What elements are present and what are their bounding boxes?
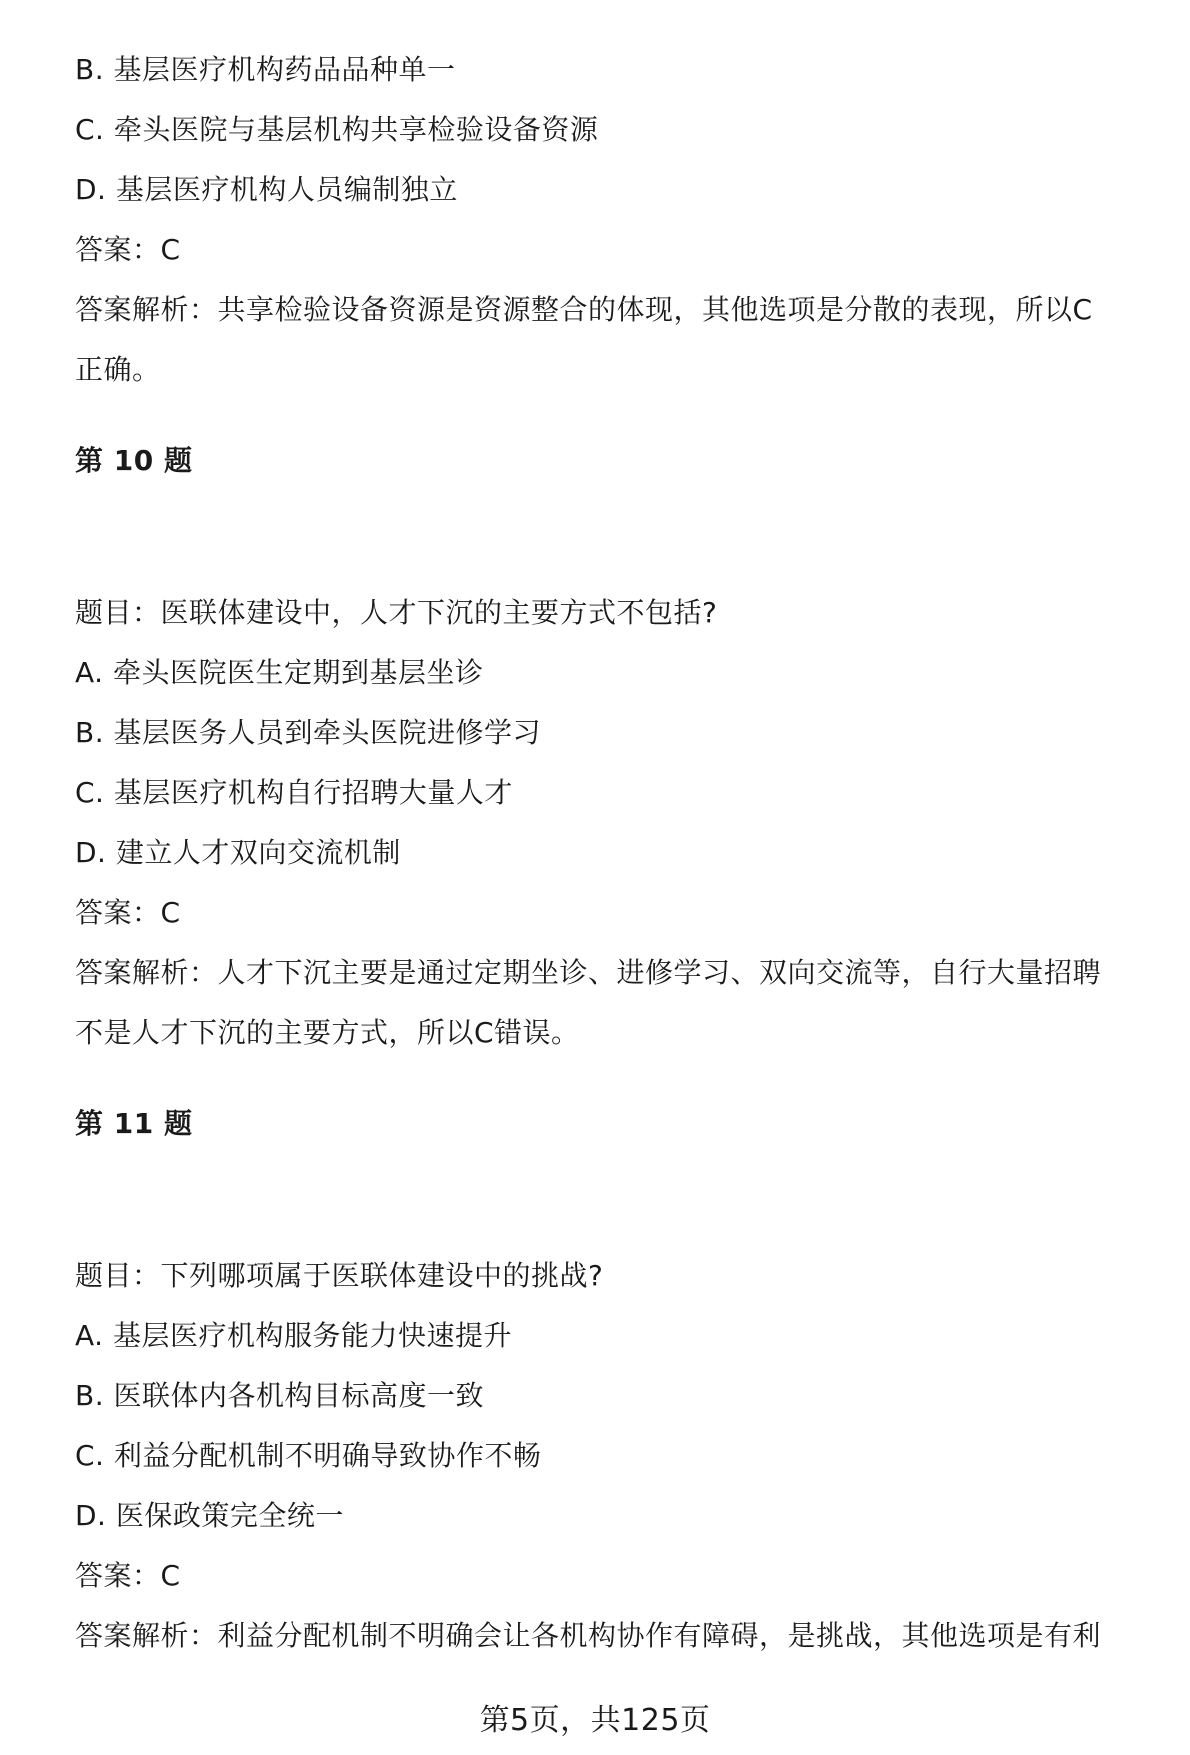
prev-option-b: B. 基层医疗机构药品品种单一 [75, 53, 456, 86]
question-10-explanation-line-1: 答案解析：人才下沉主要是通过定期坐诊、进修学习、双向交流等，自行大量招聘 [75, 956, 1102, 989]
question-10-heading: 第 10 题 [75, 444, 193, 477]
prev-option-d: D. 基层医疗机构人员编制独立 [75, 173, 458, 206]
page-number-footer: 第5页，共125页 [479, 1703, 711, 1738]
prev-explanation-line-1: 答案解析：共享检验设备资源是资源整合的体现，其他选项是分散的表现，所以C [75, 293, 1093, 326]
question-10-explanation-line-2: 不是人才下沉的主要方式，所以C错误。 [75, 1016, 580, 1049]
prev-option-c: C. 牵头医院与基层机构共享检验设备资源 [75, 113, 599, 146]
question-10-option-d: D. 建立人才双向交流机制 [75, 836, 401, 869]
question-11-heading: 第 11 题 [75, 1107, 193, 1140]
question-10-answer: 答案：C [75, 896, 181, 929]
question-11-explanation-line-1: 答案解析：利益分配机制不明确会让各机构协作有障碍，是挑战，其他选项是有利 [75, 1619, 1102, 1652]
question-11-option-b: B. 医联体内各机构目标高度一致 [75, 1379, 485, 1412]
question-11-option-d: D. 医保政策完全统一 [75, 1499, 344, 1532]
question-10-option-b: B. 基层医务人员到牵头医院进修学习 [75, 716, 542, 749]
question-11-answer: 答案：C [75, 1559, 181, 1592]
question-10-stem: 题目：医联体建设中，人才下沉的主要方式不包括? [75, 596, 718, 629]
prev-explanation-line-2: 正确。 [75, 353, 161, 386]
question-10-option-c: C. 基层医疗机构自行招聘大量人才 [75, 776, 513, 809]
question-10-option-a: A. 牵头医院医生定期到基层坐诊 [75, 656, 484, 689]
question-11-option-a: A. 基层医疗机构服务能力快速提升 [75, 1319, 512, 1352]
question-11-stem: 题目：下列哪项属于医联体建设中的挑战? [75, 1259, 604, 1292]
question-11-option-c: C. 利益分配机制不明确导致协作不畅 [75, 1439, 542, 1472]
prev-answer: 答案：C [75, 233, 181, 266]
